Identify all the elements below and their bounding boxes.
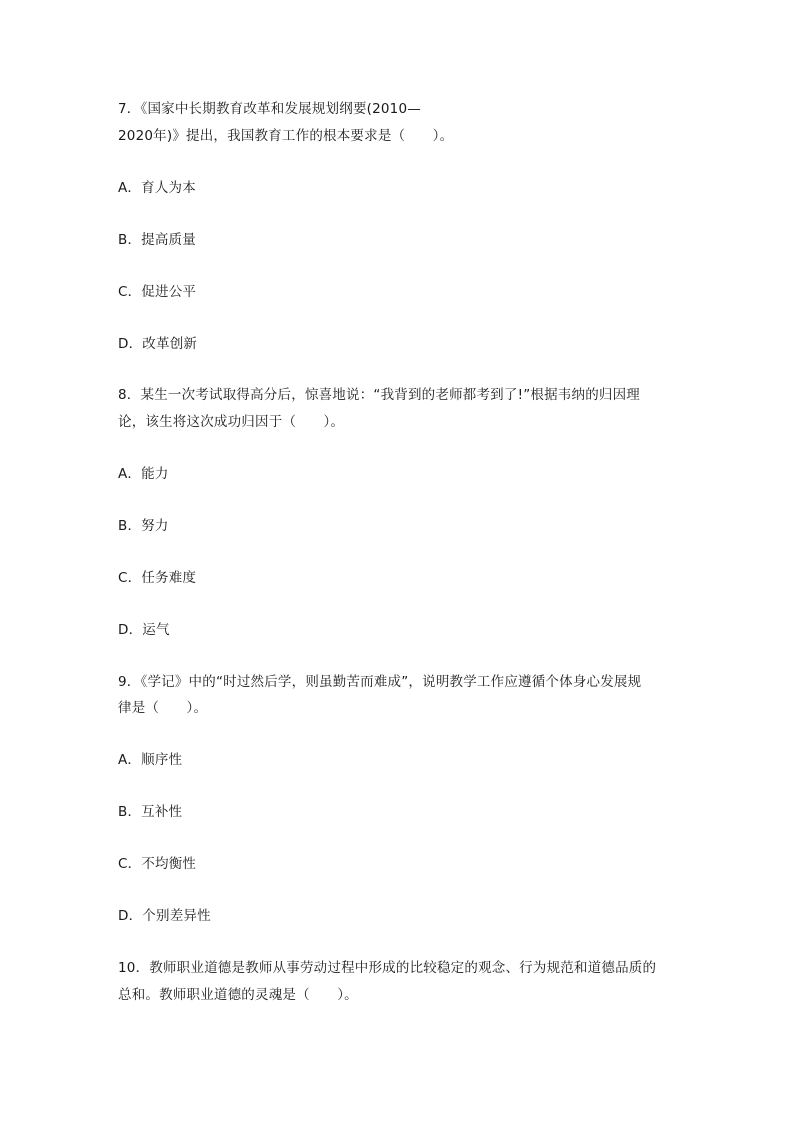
question-7-option-a: A．育人为本 xyxy=(118,180,196,196)
question-8-option-b: B．努力 xyxy=(118,518,169,534)
question-8-option-d: D．运气 xyxy=(118,622,170,638)
question-8-stem-line-1: 8．某生一次考试取得高分后，惊喜地说：“我背到的老师都考到了!”根据韦纳的归因理 xyxy=(118,387,640,403)
question-8-option-a: A．能力 xyxy=(118,466,169,482)
question-9-stem-line-1: 9．《学记》中的“时过然后学，则虽勤苦而难成”，说明教学工作应遵循个体身心发展规 xyxy=(118,674,642,690)
question-7-option-b: B．提高质量 xyxy=(118,232,196,248)
question-8-stem-line-2: 论，该生将这次成功归因于（ ）。 xyxy=(118,414,345,430)
question-7-option-d: D．改革创新 xyxy=(118,336,198,352)
question-7-option-c: C．促进公平 xyxy=(118,284,197,300)
question-9-option-c: C．不均衡性 xyxy=(118,856,197,872)
question-10-stem-line-2: 总和。教师职业道德的灵魂是（ ）。 xyxy=(118,987,358,1003)
question-9-option-b: B．互补性 xyxy=(118,804,183,820)
question-9-option-a: A．顺序性 xyxy=(118,752,183,768)
question-7-stem-line-1: 7．《国家中长期教育改革和发展规划纲要(2010— xyxy=(118,101,421,117)
question-9-option-d: D．个别差异性 xyxy=(118,908,211,924)
question-7-stem-line-2: 2020年)》提出，我国教育工作的根本要求是（ ）。 xyxy=(118,128,454,144)
question-10-stem-line-1: 10．教师职业道德是教师从事劳动过程中形成的比较稳定的观念、行为规范和道德品质的 xyxy=(118,960,657,976)
question-8-option-c: C．任务难度 xyxy=(118,570,197,586)
question-9-stem-line-2: 律是（ ）。 xyxy=(118,700,208,716)
